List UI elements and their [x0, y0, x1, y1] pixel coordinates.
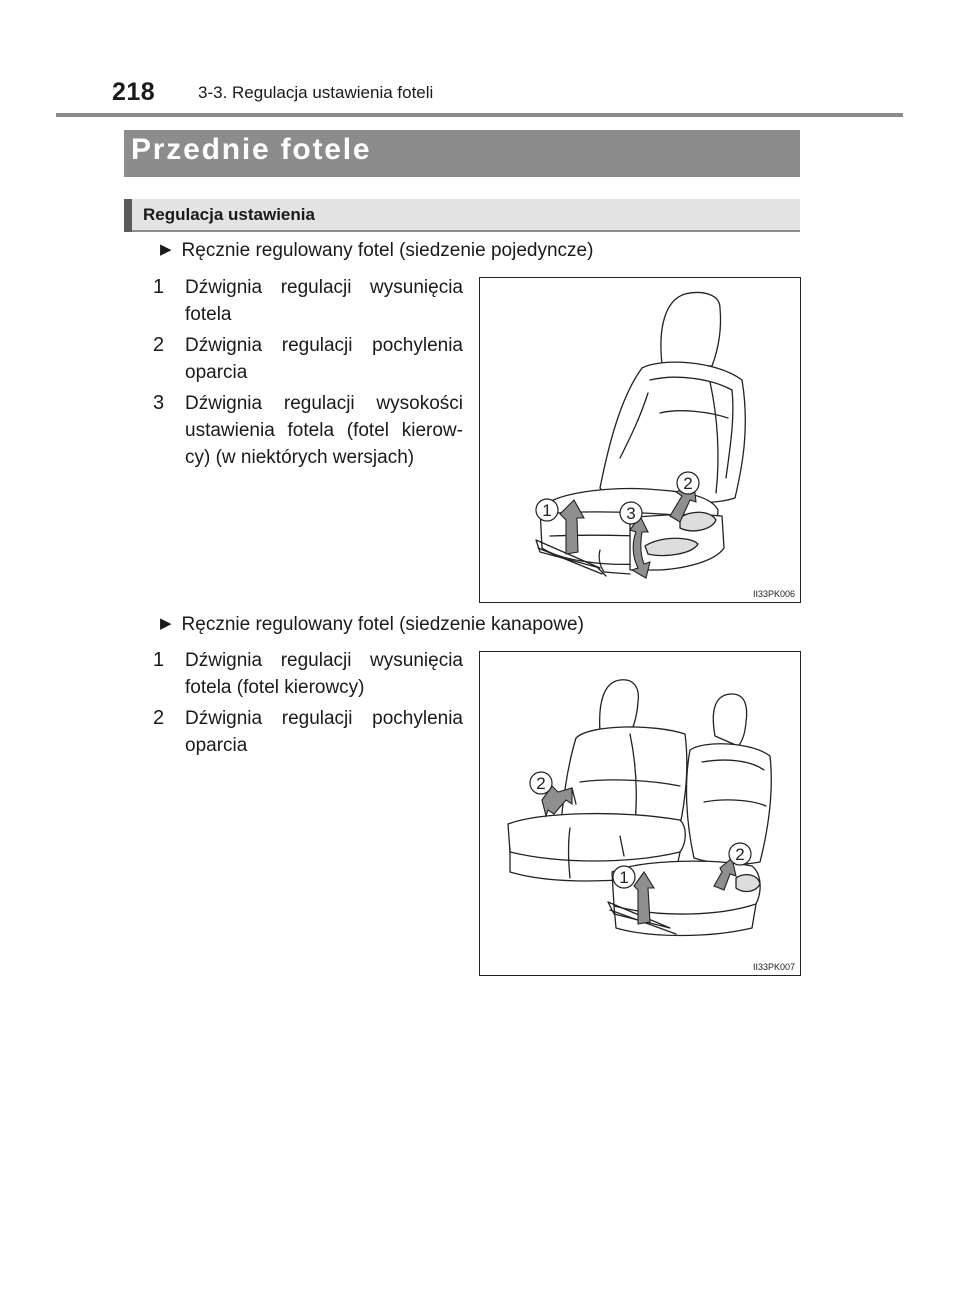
item-text-1: Dźwignia regulacji wysunięcia fotela	[185, 277, 463, 325]
single-seat-illustration	[480, 278, 800, 602]
figure-bench-seat	[479, 651, 801, 976]
header-divider	[56, 113, 903, 117]
figure1-label-3: 3	[626, 504, 636, 523]
bullet-bench-seat	[160, 614, 584, 636]
item-number-2: 2	[153, 334, 165, 356]
figure1-label-2: 2	[683, 474, 693, 493]
figure2-label-2-left: 2	[536, 774, 546, 793]
figure-code-2: II33PK007	[752, 962, 795, 972]
item-text-1b: Dźwignia regulacji wysunięcia fotela (fotel kierowcy)	[185, 650, 463, 698]
bullet-bench-seat-text: Ręcznie regulowany fotel (siedzenie kanapowe)	[181, 614, 584, 635]
item-text-2: Dźwignia regulacji pochylenia oparcia	[185, 335, 463, 383]
triangle-bullet-icon: ▶	[160, 241, 172, 258]
bullet-single-seat-text: Ręcznie regulowany fotel (siedzenie pojedyncze)	[181, 240, 594, 261]
figure1-label-1: 1	[542, 501, 552, 520]
section-title: Przednie fotele	[131, 133, 372, 166]
item-number-2b: 2	[153, 707, 165, 729]
triangle-bullet-icon: ▶	[160, 615, 172, 632]
figure2-label-2-right: 2	[735, 845, 745, 864]
page-number: 218	[112, 78, 156, 106]
item-text-3: Dźwignia regulacji wysokości ustawienia fotela (fotel kierow-cy) (w niektórych wersjach)	[185, 393, 463, 468]
item-number-1b: 1	[153, 649, 165, 671]
item-number-3: 3	[153, 392, 165, 414]
figure-single-seat	[479, 277, 801, 603]
subsection-title: Regulacja ustawienia	[143, 205, 315, 224]
subsection-accent	[124, 199, 132, 232]
item-text-2b: Dźwignia regulacji pochylenia oparcia	[185, 708, 463, 756]
item-number-1: 1	[153, 276, 165, 298]
chapter-title: 3-3. Regulacja ustawienia foteli	[198, 83, 434, 102]
bench-seat-illustration	[480, 652, 800, 975]
bullet-single-seat	[160, 240, 593, 262]
figure2-label-1: 1	[619, 868, 629, 887]
figure-code-1: II33PK006	[752, 589, 795, 599]
